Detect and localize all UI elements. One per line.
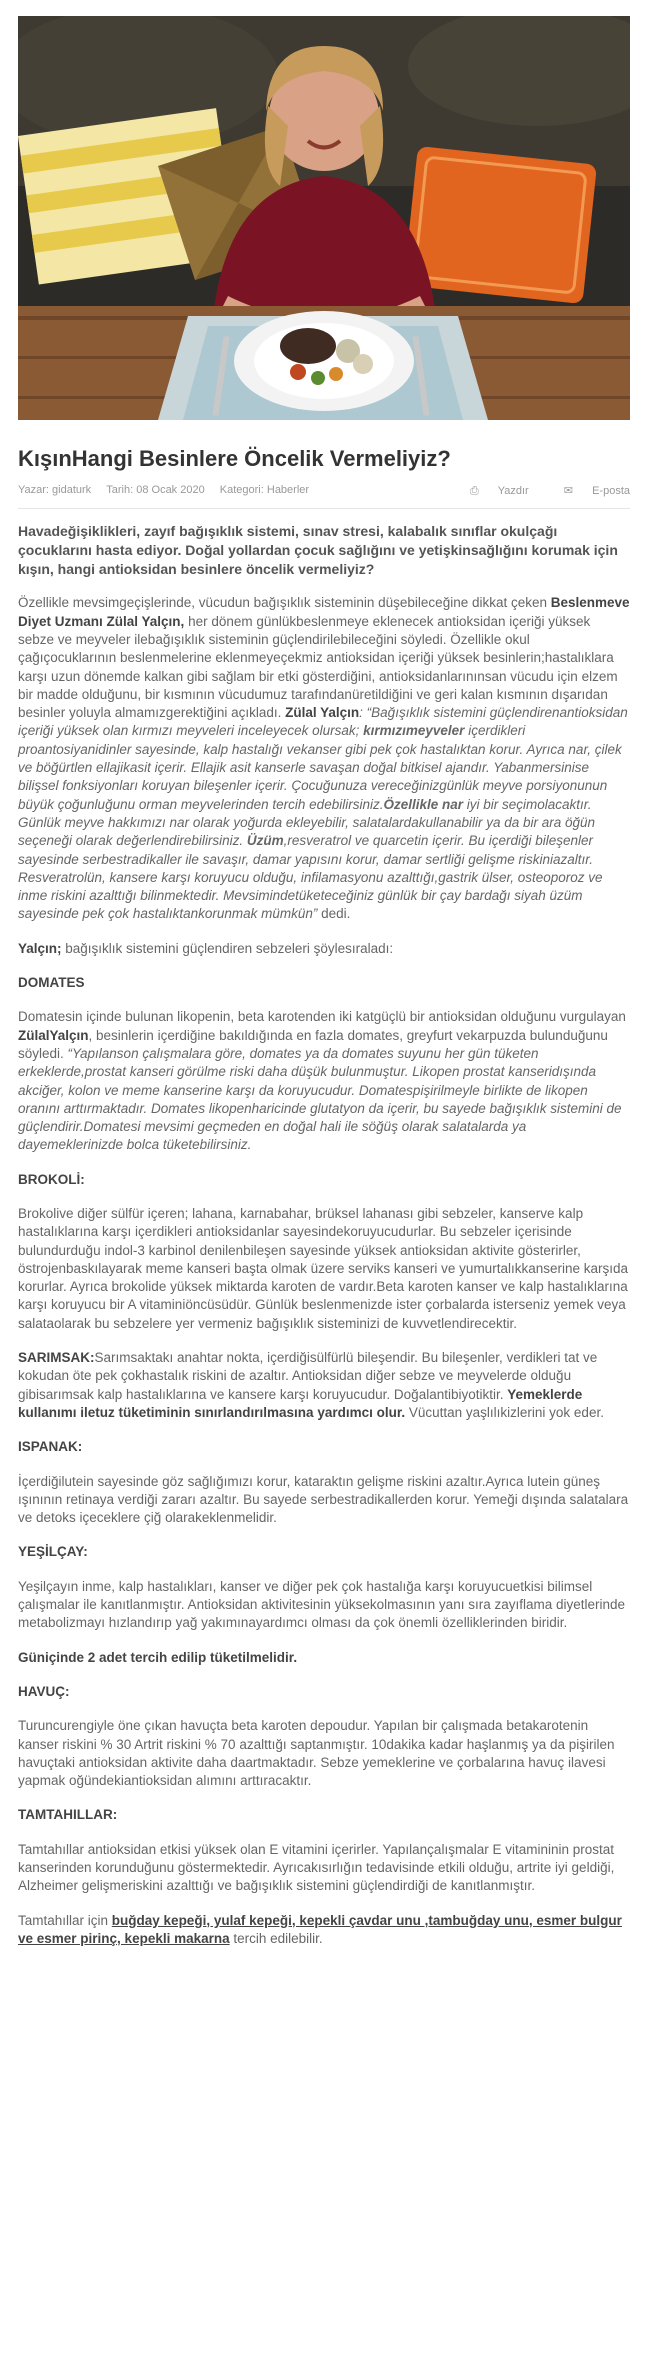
paragraph-brokoli: Brokolive diğer sülfür içeren; lahana, karnabahar, brüksel lahanası gibi sebzeler, kanserve kalp hastalıklarına karşı içerdikleri antioksidanlar sayesindekoruyucudurlar. Bu sebzeler içerisinde bulundurduğu indol-3 karbinol denilenbileşen sayesinde yüksek antioksidan aktivite gösterirler, östrojenbaskılayarak meme kanseri başta olmak üzere serviks kanseri ve yumurtalıkkanserine karşıda korurlar. Ayrıca brokolide yüksek miktarda karoten de vardır.Beta karoten kanser ve kalp hastalıklarına karşı koruyucu bir A vitaminiöncüsüdür. Günlük beslenmenizde ister çorbalarda isterseniz yemek veya salataolarak bu sebzelere yer vermeniz bağışıklık sisteminizi de kuvvetlendirecektir.	[18, 1206, 629, 1331]
italic-text: : “Bağışıklık sistemini güçlendirenantioksidan içeriği yüksek olan kırmızı meyveleri inceleyecek olursak;	[18, 705, 628, 739]
print-label: Yazdır	[497, 485, 529, 497]
meta-date	[106, 484, 208, 496]
meta-category-label: Kategori:	[219, 484, 264, 496]
bold-underlined-text: buğday kepeği, yulaf kepeği, kepekli çavdar unu ,tambuğday unu, esmer bulgur ve esmer pirinç, kepekli makarna	[18, 1912, 622, 1946]
text: Özellikle mevsimgeçişlerinde, vücudun bağışıklık sisteminin düşebileceğine dikkat çeken	[18, 595, 551, 611]
bold-text: Yalçın;	[18, 940, 62, 956]
text: Tamtahıllar için	[18, 1912, 112, 1928]
heading-yesilcay: YEŞİLÇAY:	[18, 1544, 88, 1560]
italic-text: içerdikleri proantosiyanidinler sayesinde, kalp hastalığı vekanser gibi pek çok hastalıktan korur. Ayrıca nar, çilek ve böğürtlen ellajikasit içerir. Ellajik asit kanserle savaşan doğal bitkisel ajandır. Yabanmersinise bilişsel fonksiyonları koruyan bileşenler içerir. Çocuğunuza vereceğinizgünlük meyve porsiyonunun büyük çoğunluğunu orman meyvelerinden tercih edebilirsiniz.	[18, 723, 622, 812]
paragraph-sarimsak	[18, 1349, 630, 1422]
paragraph-yesilcay: Yeşilçayın inme, kalp hastalıkları, kanser ve diğer pek çok hastalığa karşı koruyucuetkisi bilimsel çalışmalar ile kanıtlanmıştır. Antioksidan aktivitesinin yüksekolmasının yanı sıra zayıflama diyetlerinde metabolizmayı hızlandırıp yağ yakımınayardımcı olması da çok önemli özelliklerinden biridir.	[18, 1578, 626, 1631]
article-lead: Havadeğişiklikleri, zayıf bağışıklık sistemi, sınav stresi, kalabalık sınıflar okulçağı çocuklarını hasta ediyor. Doğal yollardan çocuk sağlığını ve yetişkinsağlığını korumak için kışın, hangi antioksidan besinlere öncelik vermeliyiz?	[18, 523, 618, 577]
paragraph-yesilcay-bold	[18, 1649, 630, 1667]
paragraph-tamtahillar: Tamtahıllar antioksidan etkisi yüksek olan E vitamini içerirler. Yapılançalışmalar E vitamininin prostat kanserinden korunduğunu göstermektedir. Ayrıcakısırlığın tedavisinde etkili olduğu, artrite iyi geldiği, Alzheimer gelişmeriskini azalttığı ve bağışıklık sistemini güçlendirdiği de kanıtlanmıştır.	[18, 1841, 615, 1894]
meta-author-value: gidaturk	[52, 484, 92, 496]
italic-text: iyi bir seçimolacaktır. Günlük meyve hakkımızı nar olarak yoğurda ekleyebilir, salatalardakullanabilir ya da bir ara öğün seçeneği olarak değerlendirebilirsiniz.	[18, 796, 596, 849]
meta-author	[18, 484, 94, 496]
bold-text: Yemeklerde kullanımı iletuz tüketiminin sınırlandırılmasına yardımcı olur.	[18, 1386, 583, 1420]
text: her dönem günlükbeslenmeye eklenecek antioksidan içeriği yüksek sebze ve meyveler ilebağışıklık sisteminin güçlendirilebileceğini söyledi. Özellikle okul çağıçocuklarının beslenmelerine eklenmeyeçekmiz antioksidan içeriği yüksek besinlerin;hastalıklara karşı uzun dönemde kalkan gibi sağlam bir etki gösterdiğini, antioksidanlarınınsan vücudu için elzem bir madde olduğunu, bir kısmının vücudumuz tarafındanüretildiğini ve geri kalan kısmının dışarıdan besinler yoluyla almamızgerektiğini açıkladı.	[18, 613, 618, 721]
text: Vücuttan yaşlılıkizlerini yok eder.	[405, 1404, 604, 1420]
bold-italic-text: kırmızımeyveler	[363, 723, 465, 739]
meta-date-value: 08 Ocak 2020	[136, 484, 205, 496]
text: , besinlerin içerdiğine bakıldığında en fazla domates, greyfurt vekarpuzda bulunduğunu söyledi.	[18, 1027, 608, 1061]
meta-author-label: Yazar:	[18, 484, 49, 496]
bold-text: SARIMSAK:	[18, 1350, 95, 1366]
article-body	[18, 522, 630, 1964]
text: bağışıklık sistemini güçlendiren sebzeleri şöylesıraladı:	[61, 940, 394, 956]
email-label: E-posta	[592, 485, 630, 497]
heading-tamtahillar: TAMTAHILLAR:	[18, 1807, 118, 1823]
heading-domates: DOMATES	[18, 975, 85, 991]
italic-text: ,resveratrol ve quarcetin içerir. Bu içerdiği bileşenler sayesinde serbestradikaller ile savaşır, damar yapısını korur, damar sertliği gelişme riskiniazaltır. Resveratrolün, kansere karşı koruyucu olduğu, infilamasyonu azalttığı,gastrik ülser, osteoporoz ve inme riskini azalttığı bilinmektedir. Mevsimindetüketeceğiniz günlük bir çay bardağı siyah üzüm sayesinde pek çok hastalıktankorunmak mümkün”	[18, 833, 603, 922]
printer-icon: ⎙	[469, 485, 479, 497]
paragraph-ispanak: İçerdiğilutein sayesinde göz sağlığımızı korur, kataraktın gelişme riskini azaltır.Ayrıca lutein güneş ışınının retinaya verdiği zararı azaltır. Bu sayede serbestradikallerden korur. Yemeği dışında salatalara ve detoks içeceklere çiğ olarakeklenmelidir.	[18, 1473, 629, 1526]
italic-text: “Yapılanson çalışmalara göre, domates ya da domates suyunu her gün tüketen erkeklerde,prostat kanseri görülme riski daha düşük bulunmuştur. Likopen prostat kanseridışında akciğer, kolon ve meme kanserine karşı da koruyucudur. Domatespişirilmeyle birlikte de likopen oranını arttırmaktadır. Domates likopenharicinde glutatyon da içerir, bu sayede bağışıklık sistemini de güçlendirir.Domatesi mevsimi geçmeden en doğal hali ile söğüş olarak salatalarda ya dayemeklerinizde bolca tüketebilirsiniz.	[18, 1045, 622, 1153]
paragraph-tamtahillar-last	[18, 1912, 630, 1949]
heading-ispanak: ISPANAK:	[18, 1439, 83, 1455]
paragraph-havuc: Turuncurengiyle öne çıkan havuçta beta karoten depoudur. Yapılan bir çalışmada betakarotenin kanser riskini % 30 Artrit riskini % 70 azalttığı saptanmıştır. 10dakika kadar haşlanmış ya da pişirilen havuçtaki antioksidan aktivite daha daartmaktadır. Sebze yemeklerine ve çorbalarına havuç ilavesi yapmak oğündekiantioksidan alımını arttıracaktır.	[18, 1718, 615, 1789]
heading-brokoli: BROKOLİ:	[18, 1171, 85, 1187]
bold-text: ZülalYalçın	[18, 1027, 89, 1043]
hero-photo	[18, 16, 630, 420]
article-meta	[18, 484, 630, 502]
heading-havuc: HAVUÇ:	[18, 1683, 70, 1699]
bold-italic-text: Özellikle nar	[383, 796, 464, 812]
print-button[interactable]	[454, 485, 532, 497]
bold-text: Beslenmeve Diyet Uzmanı Zülal Yalçın,	[18, 595, 630, 629]
bold-italic-text: Üzüm	[246, 833, 284, 849]
paragraph-veg-intro	[18, 940, 630, 958]
text: tercih edilebilir.	[229, 1930, 323, 1946]
text: Domatesin içinde bulunan likopenin, beta karotenden iki katgüçlü bir antioksidan olduğunu vurgulayan	[18, 1009, 626, 1025]
paragraph-intro	[18, 594, 630, 923]
article-title: KışınHangi Besinlere Öncelik Vermeliyiz?	[18, 446, 451, 471]
email-button[interactable]	[548, 485, 630, 497]
envelope-icon: ✉	[563, 485, 574, 497]
meta-category-value[interactable]: Haberler	[266, 484, 310, 496]
meta-divider	[18, 508, 630, 509]
paragraph-domates	[18, 1008, 630, 1154]
bold-text: Güniçinde 2 adet tercih edilip tüketilmelidir.	[18, 1649, 298, 1665]
meta-category	[220, 484, 309, 496]
meta-date-label: Tarih:	[106, 484, 134, 496]
text: Sarımsaktakı anahtar nokta, içerdiğisülfürlü bileşendir. Bu bileşenler, verdikleri tat ve kokudan öte pek çokhastalık riskini de azaltır. Antioksidan diğer sebze ve meyvelerde olduğu gibisarımsak kalp hastalıklarına ve kansere karşı koruyucudur. Doğalantibiyotiktir.	[18, 1350, 598, 1402]
bold-text: Zülal Yalçın	[285, 705, 360, 721]
text: dedi.	[317, 906, 351, 922]
article-actions	[438, 484, 630, 498]
hero-illustration	[18, 16, 630, 420]
